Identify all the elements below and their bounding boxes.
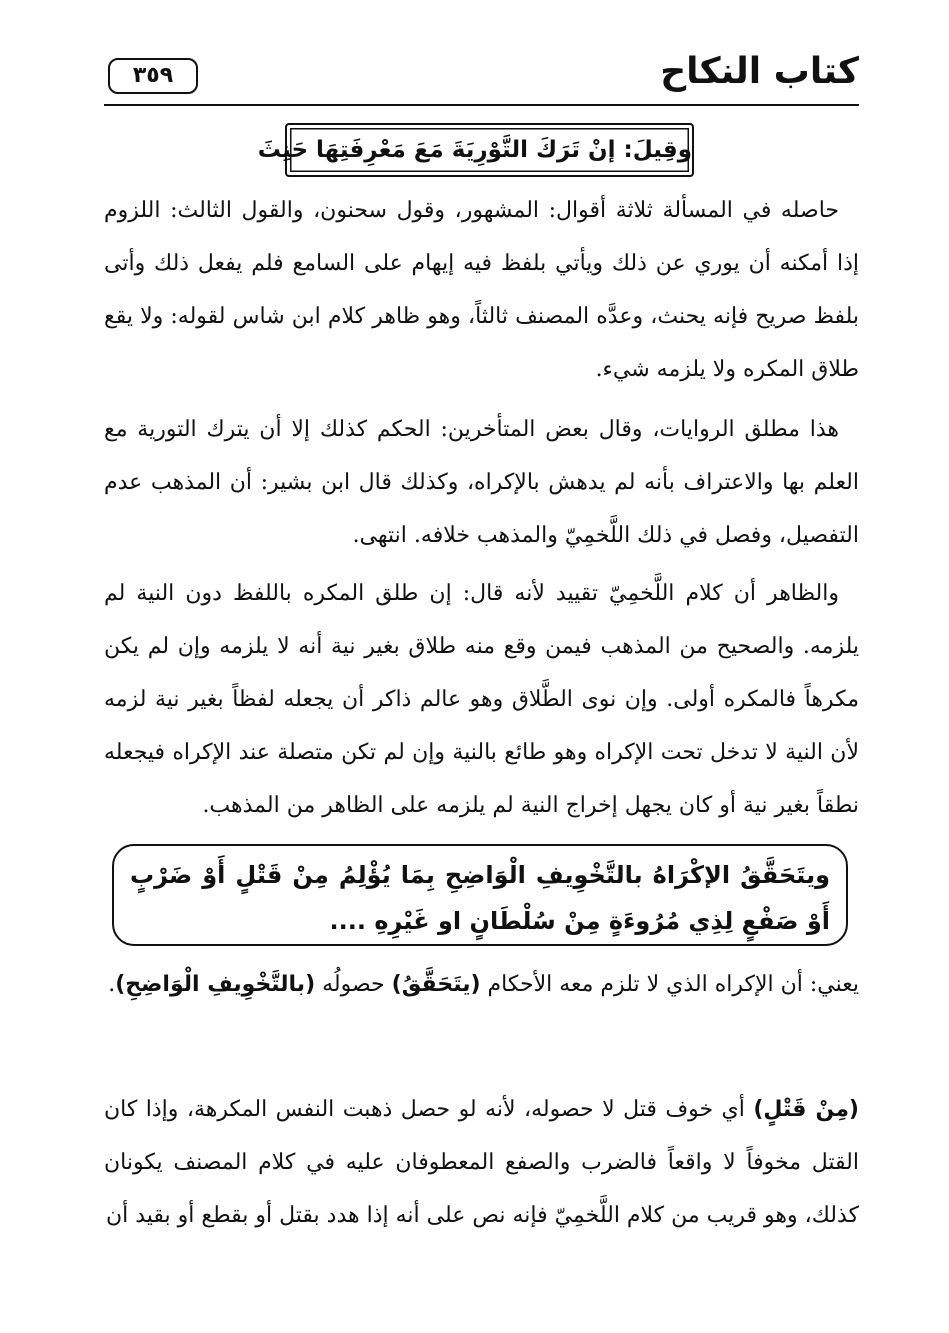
matn-box-ikrah: ويتَحَقَّقُ الإكْرَاهُ بالتَّخْوِيفِ الْوَاضِحِ بِمَا يُؤْلِمُ مِنْ قَتْلٍ أَوْ ضَرْبٍ أَوْ صَفْعٍ لِذِي مُرُوءَةٍ مِنْ سُلْطَانٍ او غَيْرِهِ .... [112,844,848,946]
quoted-term-yatahaqqaq: (يتَحَقَّقُ) [391,972,481,997]
paragraph-2: هذا مطلق الروايات، وقال بعض المتأخرين: الحكم كذلك إلا أن يترك التورية مع العلم بها والاعتراف بأنه لم يدهش بالإكراه، وكذلك قال ابن بشير: أن المذهب عدم التفصيل، وفصل في ذلك اللَّخمِيّ والمذهب خلافه. انتهى. [104,417,859,548]
quoted-term-takhwif: (بالتَّخْوِيفِ الْوَاضِحِ) [115,972,316,997]
paragraph-4-text-c: . [108,972,116,997]
paragraph-4-text-b: حصولُه [315,972,392,997]
paragraph-4-text-a: يعني: أن الإكراه الذي لا تلزم معه الأحكام [480,972,859,997]
page-number: ٣٥٩ [108,58,198,94]
paragraph-4 [104,958,859,1011]
paragraph-1: حاصله في المسألة ثلاثة أقوال: المشهور، وقول سحنون، والقول الثالث: اللزوم إذا أمكنه أن يوري عن ذلك ويأتي بلفظ فيه إيهام على السامع فلم يفعل ذلك وأتى بلفظ صريح فإنه يحنث، وعدَّه المصنف ثالثاً، وهو ظاهر كلام ابن شاس لقوله: ولا يقع طلاق المكره ولا يلزمه شيء. [104,198,859,382]
header-divider [104,104,859,107]
running-header [104,48,859,106]
paragraph-5-text: أي خوف قتل لا حصوله، لأنه لو حصل ذهبت النفس المكرهة، وإذا كان القتل مخوفاً لا واقعاً فالضرب والصفع المعطوفان عليه في كلام المصنف يكونان كذلك، وهو قريب من كلام اللَّخمِيّ فإنه نص على أنه إذا هدد بقتل أو بقطع أو بقيد أن [104,1097,859,1228]
paragraph-3: والظاهر أن كلام اللَّخمِيّ تقييد لأنه قال: إن طلق المكره باللفظ دون النية لم يلزمه. والصحيح من المذهب فيمن وقع منه طلاق بغير نية أنه لا يلزمه وإن لم يكن مكرهاً فالمكره أولى. وإن نوى الطَّلاق وهو عالم ذاكر أن يجعله لفظاً بغير نية لزمه لأن النية لا تدخل تحت الإكراه وهو طائع بالنية وإن لم تكن متصلة عند الإكراه فيجعله نطقاً بغير نية أو كان يجهل إخراج النية لم يلزمه على الظاهر من المذهب. [104,581,859,818]
paragraph-5 [104,1083,859,1242]
quoted-term-qatl: (مِنْ قَتْلٍ) [753,1097,859,1122]
matn-box-tawriya: وقِيلَ: إنْ تَرَكَ التَّوْرِيَةَ مَعَ مَعْرِفَتِهَا حَنِثَ [285,123,694,177]
book-title: كتاب النكاح [660,51,859,92]
